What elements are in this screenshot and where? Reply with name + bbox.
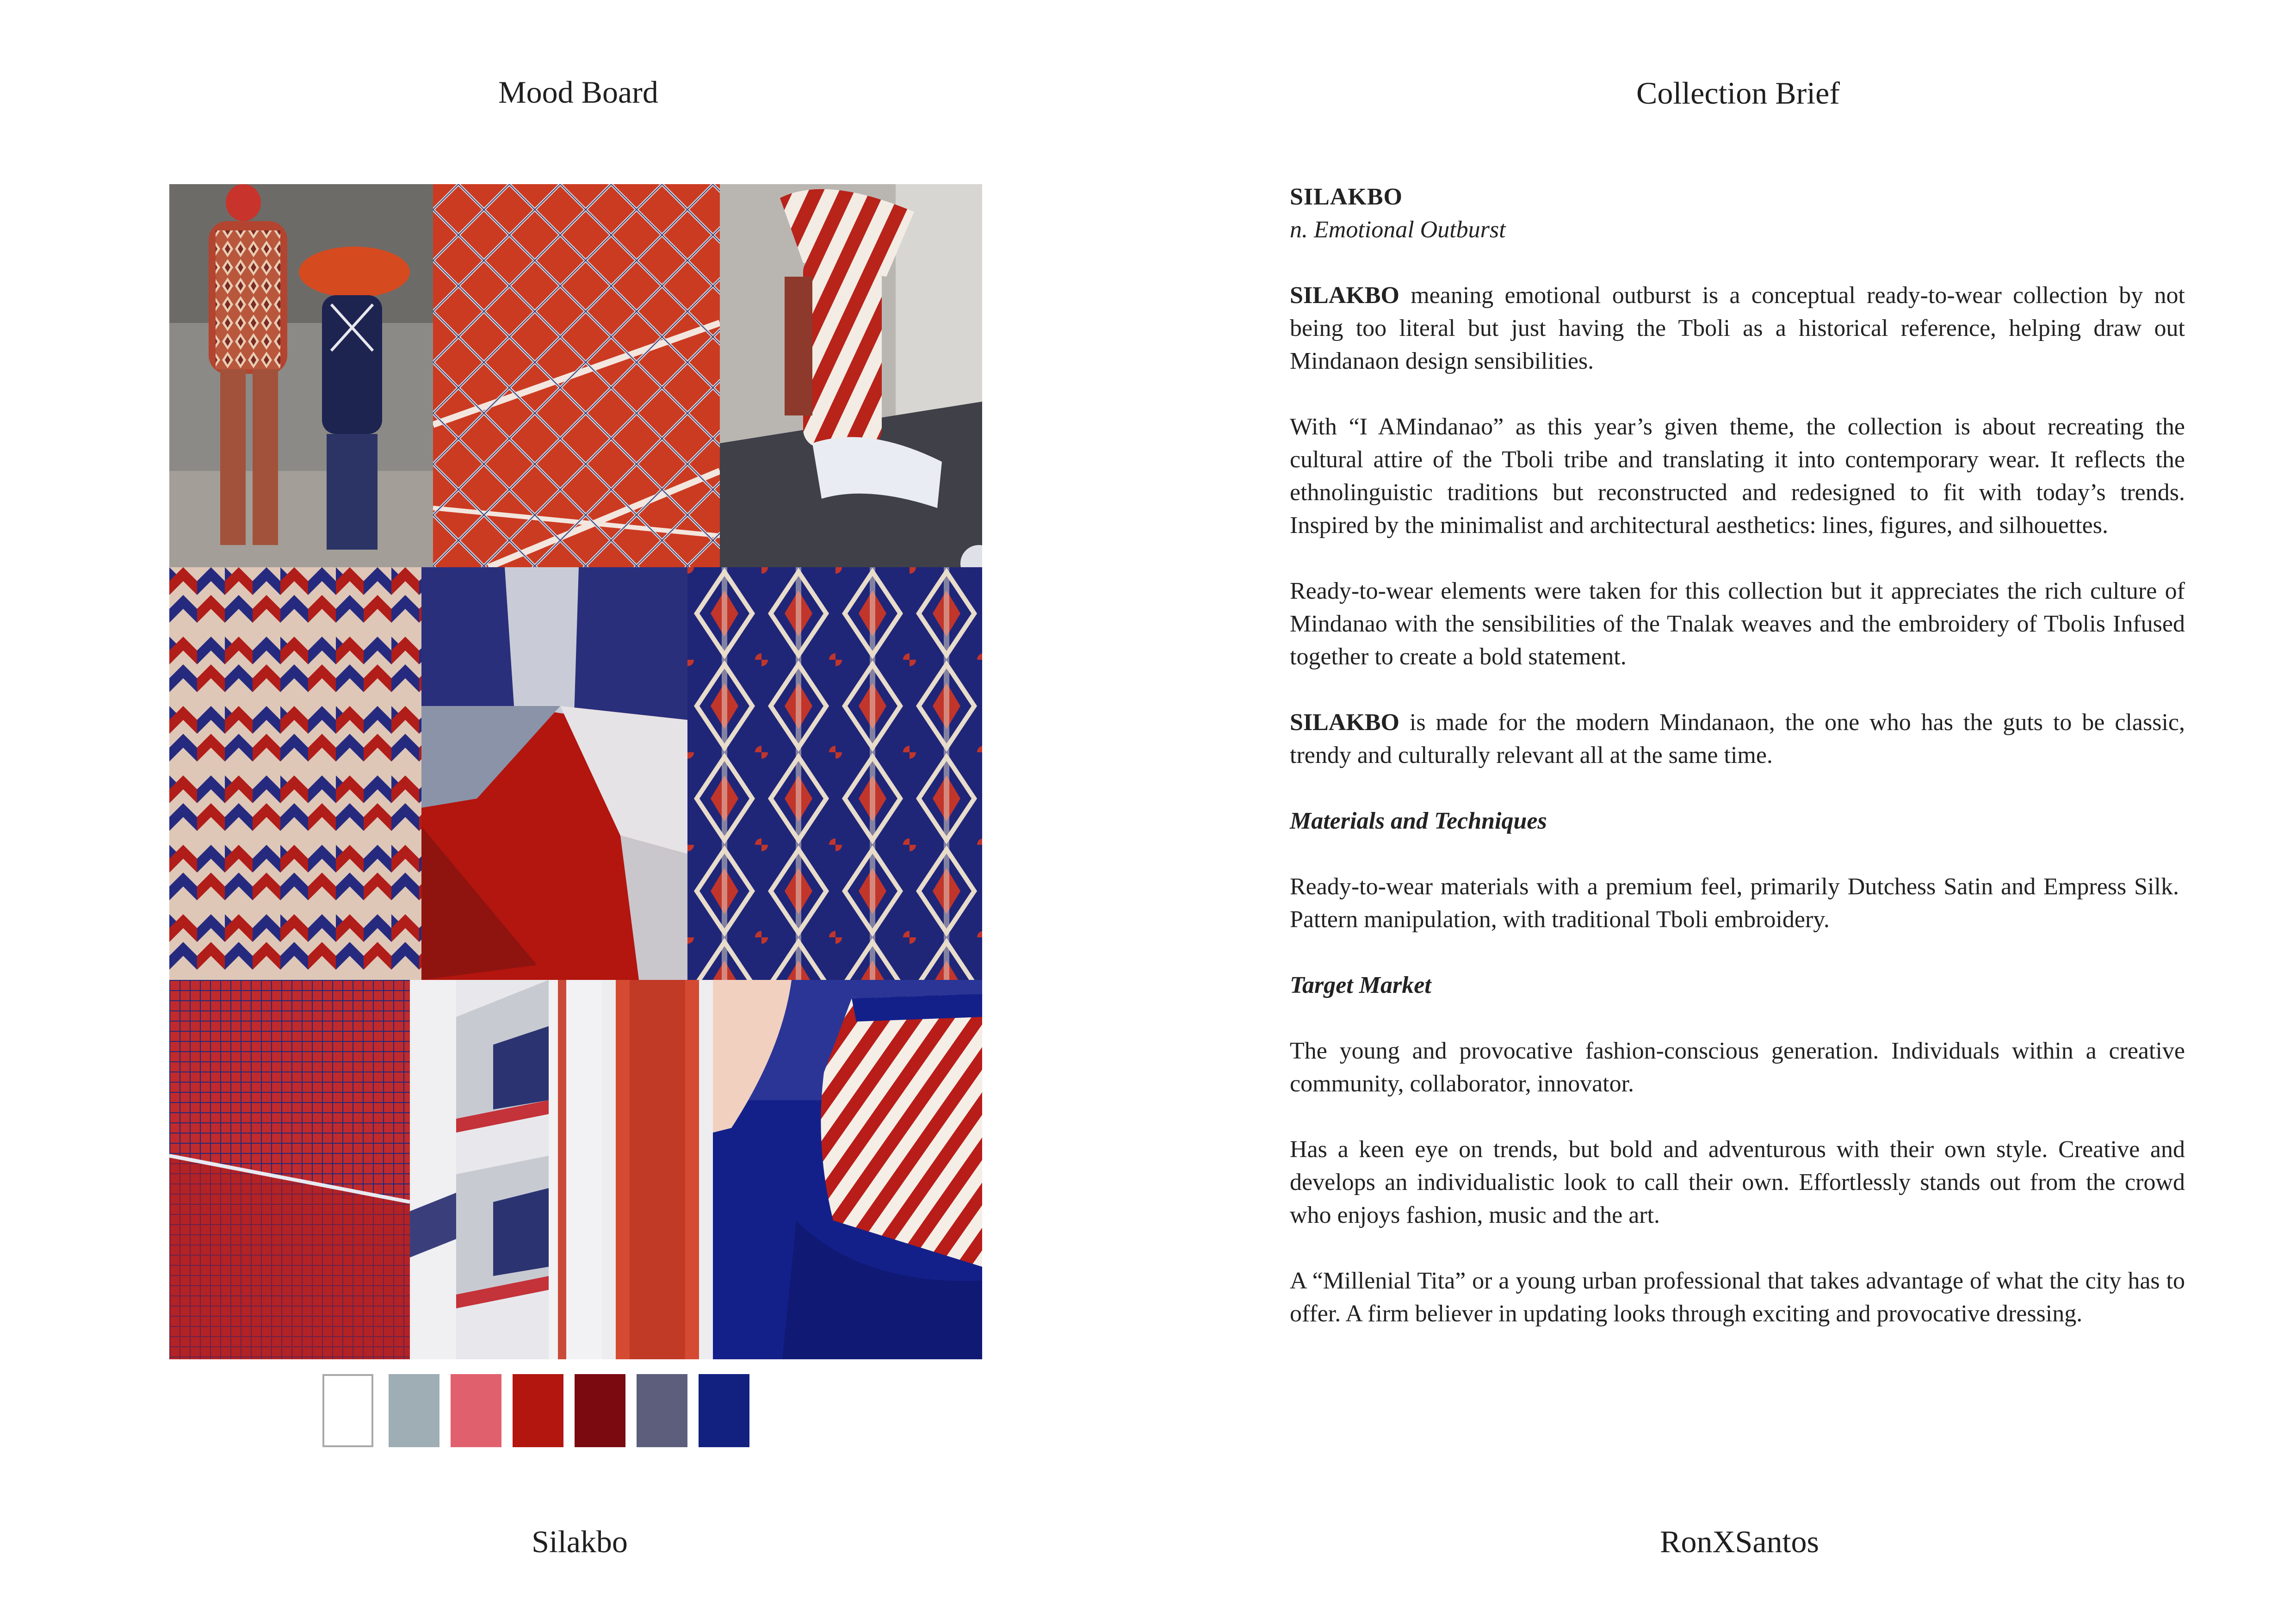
collection-brief-heading: Collection Brief [1636, 75, 1840, 111]
target-market-paragraph-1: The young and provocative fashion-conscious generation. Individuals within a creative community, collaborator, innovator. [1290, 1038, 2185, 1097]
brand-title: SILAKBO [1290, 184, 1403, 210]
brand-name-inline: SILAKBO [1290, 282, 1399, 309]
swatch-slate [637, 1374, 687, 1447]
mood-board-collage [169, 184, 982, 1359]
materials-heading: Materials and Techniques [1290, 808, 1547, 834]
audience-text: is made for the modern Mindanaon, the one who has the guts to be classic, trendy and culturally relevant all at the same time. [1290, 709, 2185, 768]
abstract-red-block-painting [421, 567, 687, 980]
brief-paragraph-culture: Ready-to-wear elements were taken for this collection but it appreciates the rich culture of Mindanao with the sensibilities of the Tnalak weaves and the embroidery of Tbolis Infused together to create a bold statement. [1290, 578, 2185, 670]
brief-paragraph-theme: With “I AMindanao” as this year’s given theme, the collection is about recreating the cultural attire of the Tboli tribe and translating it into contemporary wear. It reflects the ethnolinguistic traditions but reconstructed and redesigned to fit with today’s trends. Inspired by the minimalist and architectural aesthetics: lines, figures, and silhouettes. [1290, 414, 2185, 539]
swatch-pink [451, 1374, 501, 1447]
swatch-grey-blue [389, 1374, 439, 1447]
left-page-footer: Silakbo [532, 1524, 628, 1559]
striped-outfit-model-photo [720, 184, 982, 567]
intro-text: meaning emotional outburst is a conceptual ready-to-wear collection by not being too literal but just having the Tboli as a historical reference, helping draw out Mindanaon design sensibilities. [1290, 282, 2185, 374]
tribal-attire-photo [169, 184, 433, 567]
orange-column-photo [602, 980, 713, 1359]
right-page-footer: RonXSantos [1660, 1524, 1819, 1559]
brand-name-inline: SILAKBO [1290, 709, 1399, 736]
collection-brief-text [1290, 180, 2185, 1363]
swatch-maroon [575, 1374, 625, 1447]
ikat-weave-texture [687, 567, 982, 980]
brief-paragraph-intro [1290, 279, 2185, 378]
swatch-white [322, 1374, 373, 1447]
chain-fence-court-photo [433, 184, 720, 567]
target-market-heading: Target Market [1290, 972, 1431, 998]
target-market-paragraph-3: A “Millenial Tita” or a young urban professional that takes advantage of what the city has to offer. A firm believer in updating looks through exciting and provocative dressing. [1290, 1268, 2185, 1327]
red-grid-net-photo [169, 980, 410, 1359]
brand-definition: n. Emotional Outburst [1290, 217, 1506, 243]
swatch-navy [699, 1374, 749, 1447]
chevron-pattern-texture [169, 567, 421, 980]
geometric-building-photo [410, 980, 602, 1359]
swatch-red [513, 1374, 563, 1447]
brief-paragraph-audience [1290, 706, 2185, 772]
target-market-paragraph-2: Has a keen eye on trends, but bold and adventurous with their own style. Creative and develops an individualistic look to call their own. Effortlessly stands out from the crowd who enjoys fashion, music and the art. [1290, 1136, 2185, 1228]
materials-paragraph: Ready-to-wear materials with a premium feel, primarily Dutchess Satin and Empress Silk. Pattern manipulation, with traditional Tboli embroidery. [1290, 873, 2185, 933]
striped-scarf-fashion-photo [713, 980, 982, 1359]
mood-board-heading: Mood Board [498, 74, 658, 110]
